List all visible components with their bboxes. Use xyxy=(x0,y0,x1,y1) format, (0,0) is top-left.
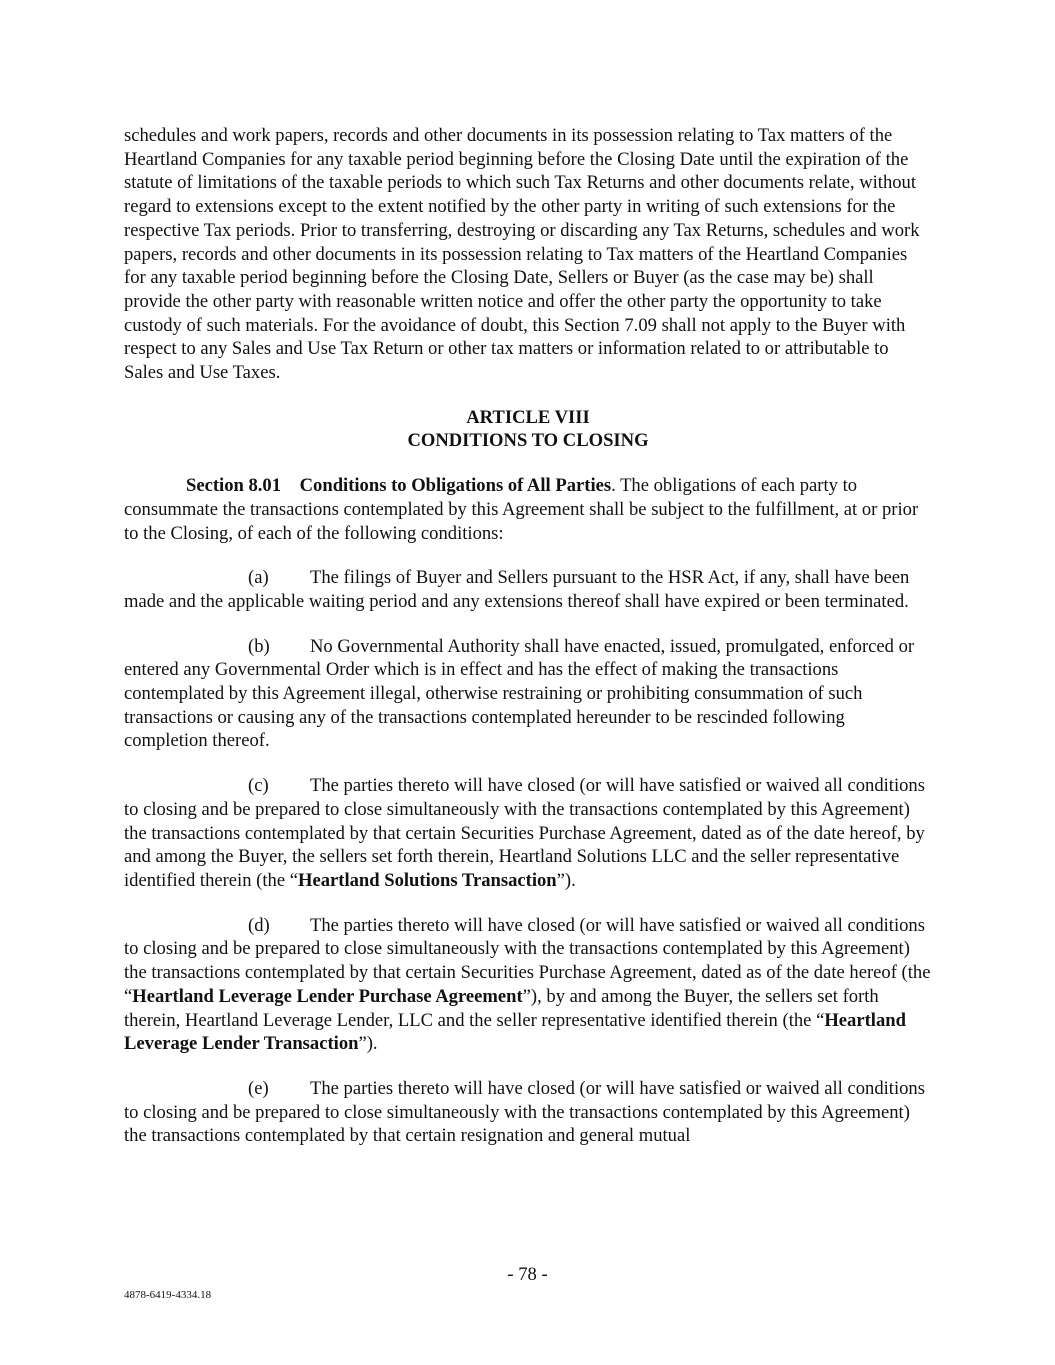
clause-b-marker: (b) xyxy=(248,635,270,657)
clause-c-text-2: ”). xyxy=(556,869,576,891)
clause-d-marker: (d) xyxy=(248,914,270,936)
clause-d-text-3: ”). xyxy=(358,1033,378,1055)
clause-e-text: The parties thereto will have closed (or will have satisfied or waived all conditions to closing and be prepared to close simultaneously with the transactions contemplated by this Agreement) the transactions contemplated by that certain resignation and general mutual xyxy=(124,1077,925,1147)
document-page xyxy=(124,124,932,1148)
section-heading: Conditions to Obligations of All Parties xyxy=(299,475,612,497)
clause-c-defined-term: Heartland Solutions Transaction xyxy=(297,869,557,891)
clause-d-text-2: ”), by and among the Buyer, the sellers set forth therein, Heartland Leverage Lender, LLC and the seller representative identified therein (the “ xyxy=(124,985,879,1031)
intro-paragraph: schedules and work papers, records and other documents in its possession relating to Tax matters of the Heartland Companies for any taxable period beginning before the Closing Date until the expiration of the statute of limitations of the taxable periods to which such Tax Returns and other documents relate, without regard to extensions except to the extent notified by the other party in writing of such extensions for the respective Tax periods. Prior to transferring, destroying or discarding any Tax Returns, schedules and work papers, records and other documents in its possession relating to Tax matters of the Heartland Companies for any taxable period beginning before the Closing Date, Sellers or Buyer (as the case may be) shall provide the other party with reasonable written notice and offer the other party the opportunity to take custody of such materials. For the avoidance of doubt, this Section 7.09 shall not apply to the Buyer with respect to any Sales and Use Tax Return or other tax matters or information related to or attributable to Sales and Use Taxes. xyxy=(124,125,920,384)
section-label: Section 8.01 xyxy=(186,475,282,497)
clause-a xyxy=(124,566,932,613)
clause-c xyxy=(124,774,932,893)
clause-b-text: No Governmental Authority shall have enacted, issued, promulgated, enforced or entered any Governmental Order which is in effect and has the effect of making the transactions contemplated by this Agreement illegal, otherwise restraining or prohibiting consummation of such transactions or causing any of the transactions contemplated hereunder to be rescinded following completion thereof. xyxy=(124,635,915,752)
clause-d-defined-term-1: Heartland Leverage Lender Purchase Agreement xyxy=(132,985,523,1007)
clause-c-text-1: The parties thereto will have closed (or will have satisfied or waived all conditions to closing and be prepared to close simultaneously with the transactions contemplated by this Agreement) the transactions contemplated by that certain Securities Purchase Agreement, dated as of the date hereof, by and among the Buyer, the sellers set forth therein, Heartland Solutions LLC and the seller representative identified therein (the “ xyxy=(124,775,925,891)
article-title: CONDITIONS TO CLOSING xyxy=(407,430,649,452)
clause-a-text: The filings of Buyer and Sellers pursuant to the HSR Act, if any, shall have been made and the applicable waiting period and any extensions thereof shall have expired or been terminated. xyxy=(124,567,910,612)
clause-d-defined-term-2: Heartland Leverage Lender Transaction xyxy=(124,1009,906,1055)
clause-c-marker: (c) xyxy=(248,775,269,797)
section-8-01-paragraph xyxy=(124,474,932,545)
clause-d xyxy=(124,914,932,1056)
document-id: 4878-6419-4334.18 xyxy=(124,1289,212,1301)
clause-a-marker: (a) xyxy=(248,567,269,589)
clause-e-marker: (e) xyxy=(248,1077,269,1099)
clause-e xyxy=(124,1077,932,1148)
clause-d-text-1: The parties thereto will have closed (or will have satisfied or waived all conditions to closing and be prepared to close simultaneously with the transactions contemplated by this Agreement) the transactions contemplated by that certain Securities Purchase Agreement, dated as of the date hereof (the “ xyxy=(124,914,931,1007)
section-text: . The obligations of each party to consummate the transactions contemplated by this Agreement shall be subject to the fulfillment, at or prior to the Closing, of each of the following conditions: xyxy=(124,475,919,544)
article-heading xyxy=(124,406,932,453)
page-number: - 78 - xyxy=(507,1264,548,1285)
article-number: ARTICLE VIII xyxy=(466,406,590,428)
clause-b xyxy=(124,635,932,754)
